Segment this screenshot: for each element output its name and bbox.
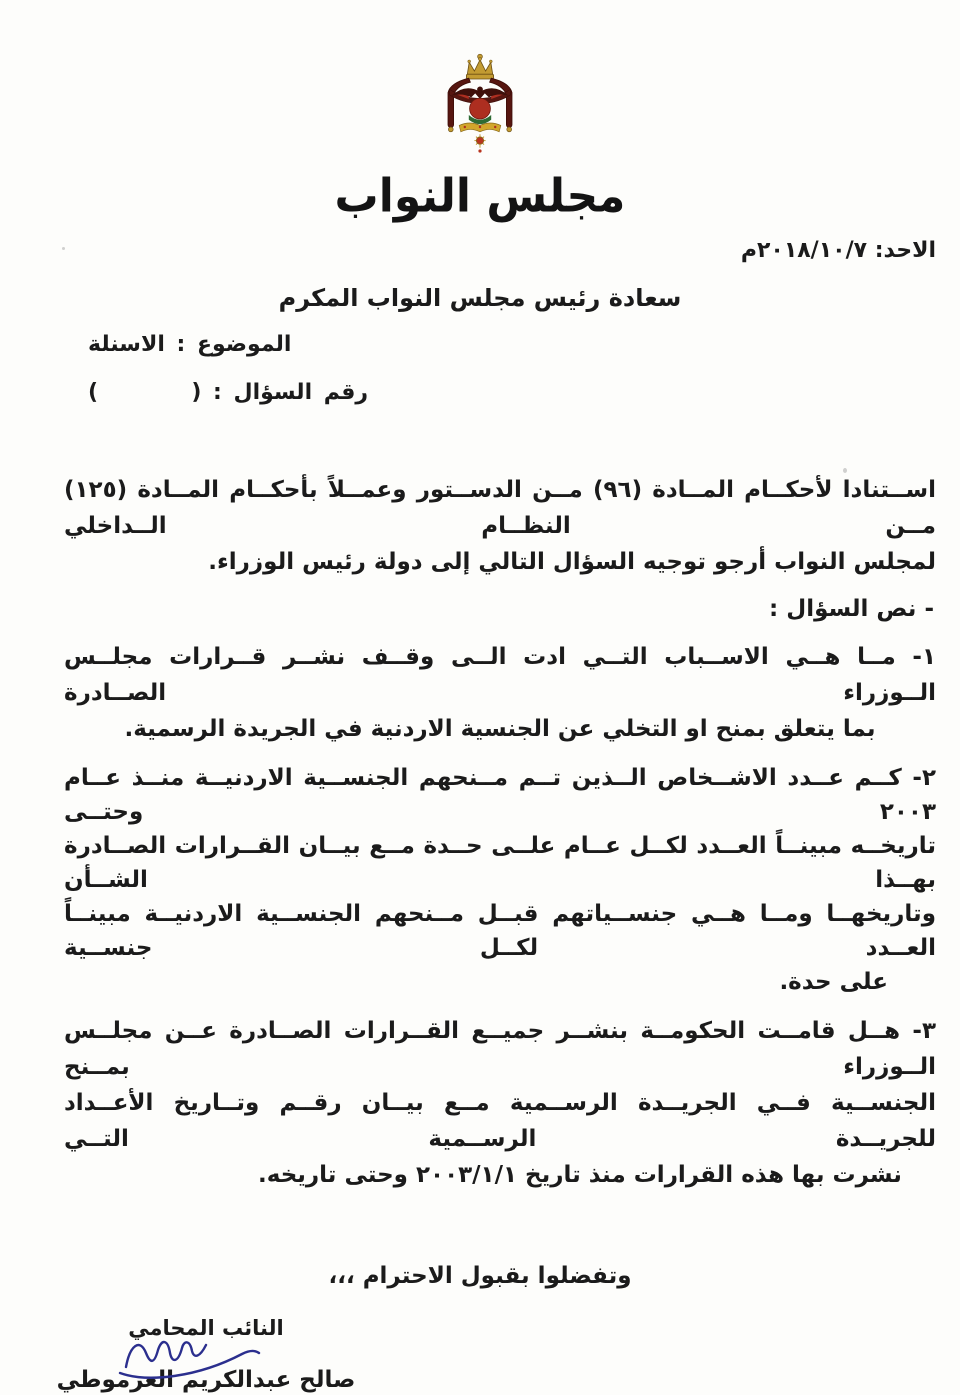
org-name-calligraphy: مجلس النواب xyxy=(334,169,626,223)
question-3 xyxy=(64,1013,936,1193)
scan-speck xyxy=(62,247,65,250)
signature-block xyxy=(56,1315,356,1395)
paragraph-line: نشرت بها هذه القرارات منذ تاريخ ٢٠٠٣/١/١ وحتى تاريخه. xyxy=(258,1162,902,1188)
letterhead xyxy=(0,0,960,168)
paragraph-line: على حدة. xyxy=(779,969,888,995)
paragraph-line: بما يتعلق بمنح او التخلي عن الجنسية الاردنية في الجريدة الرسمية. xyxy=(124,716,876,742)
paragraph-line: ١- مــا هــي الاســباب التــي ادت الــى وقــف نشــر قــرارات مجلــس الــوزراء الصــادرة xyxy=(64,644,936,706)
paragraph-line: لمجلس النواب أرجو توجيه السؤال التالي إلى دولة رئيس الوزراء. xyxy=(208,549,936,575)
signature-ink xyxy=(114,1329,264,1381)
intro-paragraph xyxy=(64,472,936,580)
paragraph-line: وتاريخهــا ومــا هــي جنســياتهم قبــل مــنحهم الجنســية الاردنيــة مبينــاً العــدد لكــل جنســية xyxy=(64,901,936,961)
jordan-coat-of-arms-icon xyxy=(432,50,528,164)
paragraph-line: تاريخــه مبينــاً العــدد لكــل عــام علــى حــدة مــع بيــان القــرارات الصــادرة بهــذا الشــأن xyxy=(64,833,936,893)
salutation-line: سعادة رئيس مجلس النواب المكرم xyxy=(278,284,682,312)
paragraph-line: ٢- كــم عــدد الاشــخاص الــذين تــم مــنحهم الجنســية الاردنيــة منــذ عــام ٢٠٠٣ وحتــى xyxy=(64,765,936,825)
paragraph-line: ٣- هــل قامــت الحكومــة بنشــر جميــع القــرارات الصــادرة عــن مجلــس الــوزراء بمــنح xyxy=(64,1018,936,1080)
question-number-line: رقم السؤال : ( ) xyxy=(88,380,369,405)
paragraph-line: اســتنادا لأحكــام المــادة (٩٦) مــن الدســتور وعمــلاً بأحكــام المــادة (١٢٥) مــن النظــام الــداخلي xyxy=(64,477,937,539)
signatory-title: النائب المحامي xyxy=(128,1316,284,1340)
date-line: الاحد: ٢٠١٨/١٠/٧م xyxy=(740,238,936,263)
question-1 xyxy=(64,639,936,747)
closing-salutation: وتفضلوا بقبول الاحترام ،،، xyxy=(328,1263,632,1289)
question-2 xyxy=(64,761,936,999)
signatory-name: صالح عبدالكريم العرموطي xyxy=(56,1367,356,1393)
question-text-label: - نص السؤال : xyxy=(769,596,934,622)
subject-line: الموضوع : الاسنلة xyxy=(88,332,292,357)
scan-speck xyxy=(843,468,847,473)
paragraph-line: الجنســية فــي الجريــدة الرســمية مــع بيــان رقــم وتــاريخ الأعــداد للجريــدة الرســمية التــي xyxy=(64,1090,936,1152)
